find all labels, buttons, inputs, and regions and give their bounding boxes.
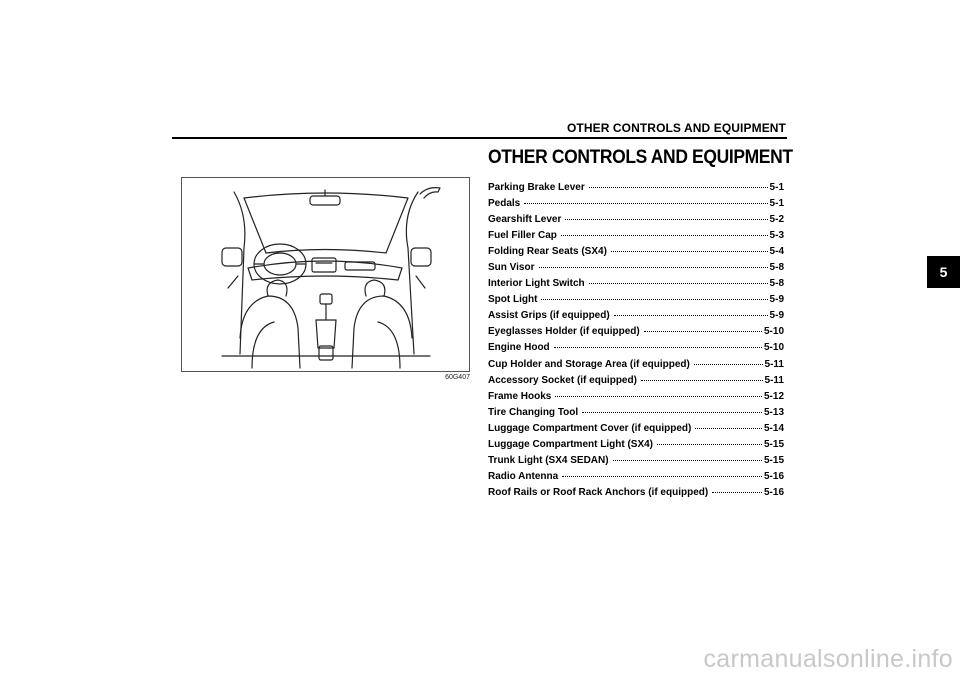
toc-leader-dots (613, 450, 762, 461)
toc-entry-page: 5-12 (763, 390, 784, 402)
running-header-title: OTHER CONTROLS AND EQUIPMENT (566, 121, 786, 135)
toc-leader-dots (712, 482, 762, 493)
toc-leader-dots (589, 273, 768, 284)
toc-entry-title: Frame Hooks (488, 390, 552, 402)
toc-leader-dots (554, 337, 762, 348)
toc-entry-title: Assist Grips (if equipped) (488, 310, 610, 322)
toc-entry-title: Engine Hood (488, 342, 550, 354)
toc-entry-page: 5-16 (763, 486, 784, 498)
toc-entry-title: Interior Light Switch (488, 278, 585, 290)
toc-entry-title: Sun Visor (488, 262, 535, 274)
toc-leader-dots (644, 321, 762, 332)
table-of-contents (488, 179, 784, 500)
toc-leader-dots (562, 466, 762, 477)
toc-entry-title: Parking Brake Lever (488, 182, 585, 193)
page-title: OTHER CONTROLS AND EQUIPMENT (488, 147, 793, 168)
toc-entry-page: 5-3 (769, 230, 784, 242)
toc-leader-dots (561, 225, 768, 236)
toc-entry-page: 5-8 (769, 262, 784, 274)
toc-leader-dots (614, 305, 768, 316)
toc-entry[interactable] (488, 484, 784, 500)
toc-leader-dots (694, 354, 763, 365)
toc-entry-title: Cup Holder and Storage Area (if equipped) (488, 358, 690, 370)
toc-entry-page: 5-1 (769, 182, 784, 193)
toc-entry-title: Pedals (488, 198, 521, 210)
toc-leader-dots (589, 177, 768, 188)
toc-leader-dots (611, 241, 768, 252)
chapter-tab[interactable]: 5 (927, 256, 960, 288)
toc-entry-title: Luggage Compartment Cover (if equipped) (488, 422, 692, 434)
toc-entry-page: 5-1 (769, 198, 784, 210)
toc-entry-title: Roof Rails or Roof Rack Anchors (if equipped) (488, 486, 709, 498)
toc-entry-title: Spot Light (488, 294, 538, 306)
car-interior-illustration-icon (182, 178, 469, 371)
toc-entry-page: 5-9 (769, 310, 784, 322)
car-interior-illustration (181, 177, 470, 372)
toc-entry-page: 5-15 (763, 438, 784, 450)
toc-entry-title: Gearshift Lever (488, 214, 562, 226)
toc-leader-dots (541, 289, 767, 300)
toc-entry-title: Eyeglasses Holder (if equipped) (488, 326, 640, 338)
toc-entry-page: 5-4 (769, 246, 784, 258)
toc-leader-dots (641, 370, 763, 381)
toc-entry-page: 5-14 (763, 422, 784, 434)
toc-entry-title: Accessory Socket (if equipped) (488, 374, 637, 386)
toc-entry-title: Radio Antenna (488, 470, 559, 482)
toc-entry-page: 5-8 (769, 278, 784, 290)
toc-entry-title: Folding Rear Seats (SX4) (488, 246, 607, 258)
toc-leader-dots (555, 386, 762, 397)
toc-leader-dots (524, 193, 767, 204)
toc-entry-page: 5-11 (764, 374, 784, 386)
toc-entry-title: Trunk Light (SX4 SEDAN) (488, 454, 609, 466)
toc-entry-page: 5-13 (763, 406, 784, 418)
toc-entry-page: 5-9 (769, 294, 784, 306)
toc-entry-page: 5-15 (763, 454, 784, 466)
toc-entry-title: Luggage Compartment Light (SX4) (488, 438, 653, 450)
toc-entry-page: 5-11 (764, 358, 784, 370)
toc-leader-dots (657, 434, 762, 445)
toc-leader-dots (695, 418, 762, 429)
figure-code: 60G407 (445, 374, 470, 381)
toc-entry-page: 5-10 (763, 342, 784, 354)
watermark: carmanualsonline.info (703, 645, 953, 673)
toc-leader-dots (565, 209, 767, 220)
toc-entry-page: 5-16 (763, 470, 784, 482)
toc-entry-title: Tire Changing Tool (488, 406, 579, 418)
toc-entry-page: 5-10 (763, 326, 784, 338)
toc-leader-dots (582, 402, 762, 413)
toc-entry-page: 5-2 (769, 214, 784, 226)
toc-leader-dots (539, 257, 768, 268)
header-rule (172, 137, 787, 139)
toc-entry-title: Fuel Filler Cap (488, 230, 557, 242)
